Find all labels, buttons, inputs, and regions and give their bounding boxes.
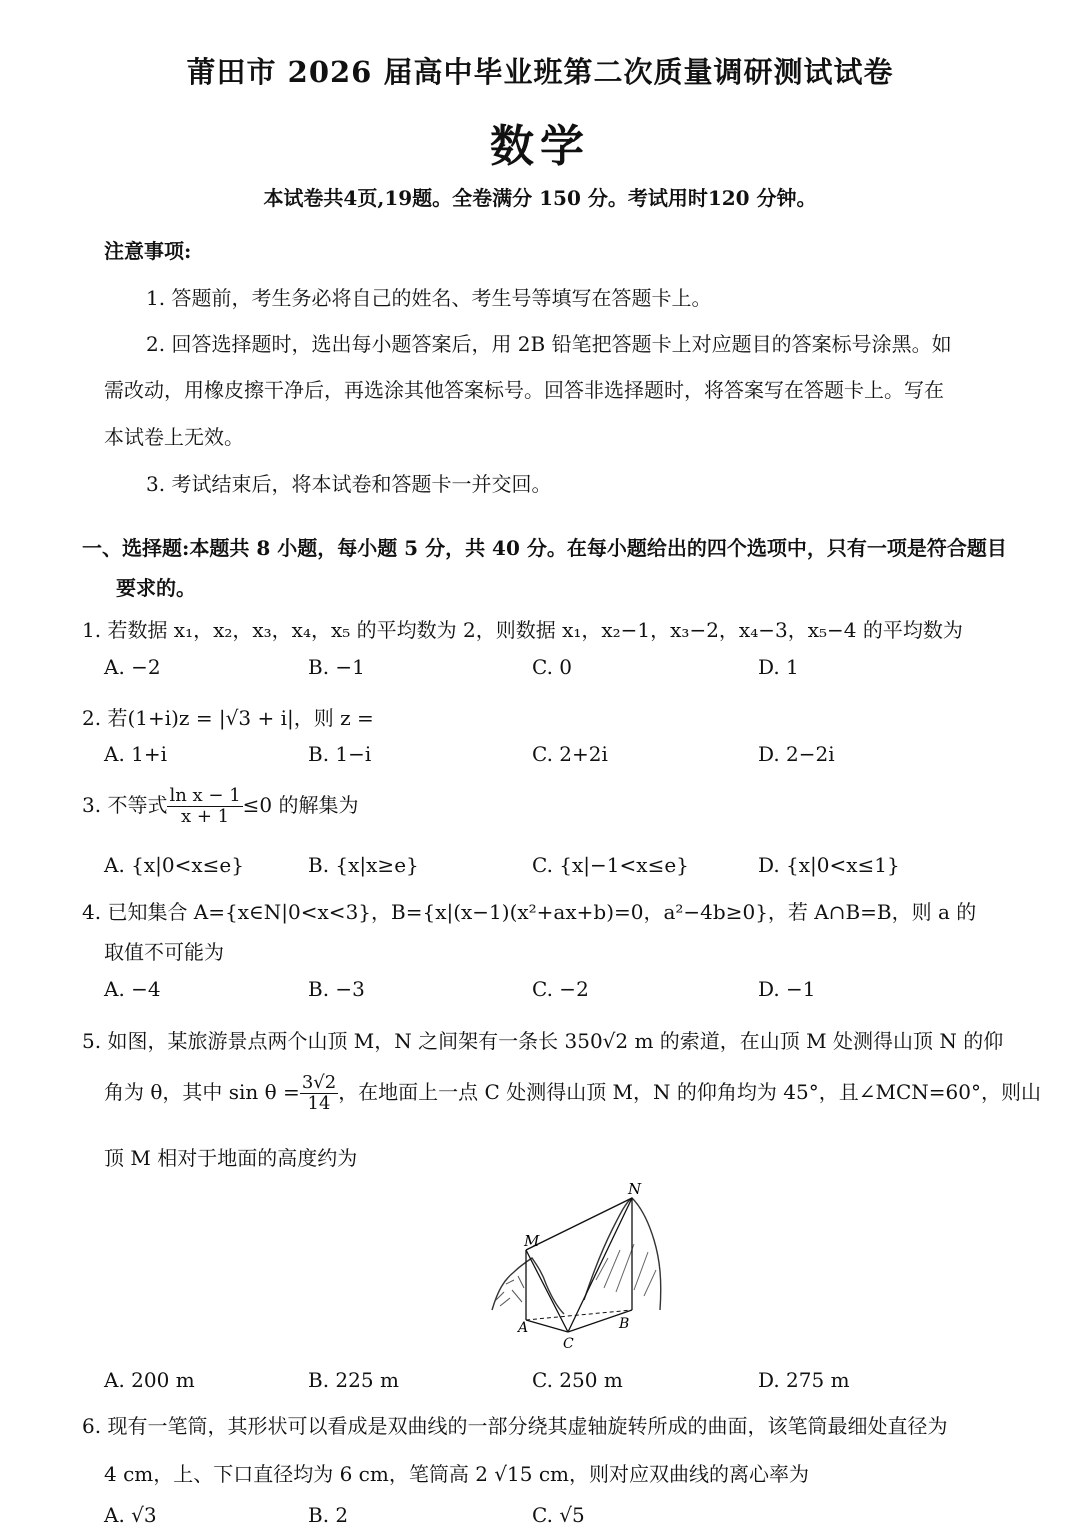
exam-info: 本试卷共4页,19题。全卷满分 150 分。考试用时120 分钟。: [263, 186, 817, 210]
question-3-fraction: [167, 786, 242, 827]
question-3-stem: [82, 786, 359, 827]
question-2-option-b: B. 1−i: [308, 742, 372, 766]
mountain-m-outline: [492, 1258, 564, 1314]
question-3-fraction-denominator: x + 1: [180, 805, 230, 827]
subject-title: 数学: [490, 121, 590, 172]
question-2-option-d: D. 2−2i: [758, 742, 835, 766]
question-5-stem-line-2-post: ，在地面上一点 C 处测得山顶 M，N 的仰角均为 45°，且∠MCN=60°，则山: [338, 1079, 1041, 1104]
question-5-fraction: [300, 1073, 338, 1114]
question-3-option-b: B. {x|x≥e}: [308, 853, 419, 877]
section-heading-line-2: 要求的。: [116, 576, 196, 600]
notice-item-2-line-1: 2. 回答选择题时，选出每小题答案后，用 2B 铅笔把答题卡上对应题目的答案标号涂黑。如: [146, 332, 952, 356]
question-1-option-b: B. −1: [308, 655, 365, 679]
question-6-stem-line-1: 6. 现有一笔筒，其形状可以看成是双曲线的一部分绕其虚轴旋转所成的曲面，该笔筒最细处直径为: [82, 1414, 948, 1438]
question-5-stem-line-2: [104, 1073, 1041, 1114]
notice-item-2-line-2: 需改动，用橡皮擦干净后，再选涂其他答案标号。回答非选择题时，将答案写在答题卡上。写在: [104, 378, 944, 402]
notice-item-2-line-3: 本试卷上无效。: [104, 425, 244, 449]
notice-item-1: 1. 答题前，考生务必将自己的姓名、考生号等填写在答题卡上。: [146, 286, 712, 310]
question-2-option-a: A. 1+i: [104, 742, 168, 766]
label-m: M: [524, 1232, 540, 1250]
label-n: N: [628, 1180, 642, 1198]
question-5-stem-line-3: 顶 M 相对于地面的高度约为: [104, 1146, 358, 1170]
question-5-stem-line-2-pre: 角为 θ，其中 sin θ =: [104, 1079, 300, 1104]
question-4-option-a: A. −4: [104, 977, 161, 1001]
line-mc: [526, 1250, 568, 1332]
question-3-option-c: C. {x|−1<x≤e}: [532, 853, 689, 877]
question-6-option-a: A. √3: [104, 1503, 157, 1527]
mountain-n-outline: [584, 1198, 661, 1310]
question-5-stem-line-1: 5. 如图，某旅游景点两个山顶 M，N 之间架有一条长 350√2 m 的索道，在山顶 M 处测得山顶 N 的仰: [82, 1029, 1004, 1053]
question-3-stem-post: ≤0 的解集为: [242, 792, 359, 817]
question-6-option-c: C. √5: [532, 1503, 585, 1527]
question-5-option-b: B. 225 m: [308, 1368, 399, 1392]
section-heading-line-1: 一、选择题:本题共 8 小题，每小题 5 分，共 40 分。在每小题给出的四个选项中，只有一项是符合题目: [82, 536, 1007, 560]
label-b: B: [619, 1316, 630, 1332]
label-a: A: [518, 1320, 529, 1336]
notice-item-3: 3. 考试结束后，将本试卷和答题卡一并交回。: [146, 472, 552, 496]
question-5-option-d: D. 275 m: [758, 1368, 850, 1392]
question-5-fraction-numerator: 3√2: [301, 1072, 337, 1093]
question-4-option-c: C. −2: [532, 977, 589, 1001]
question-1-option-a: A. −2: [104, 655, 161, 679]
question-3-fraction-numerator: ln x − 1: [169, 785, 241, 806]
question-3-option-a: A. {x|0<x≤e}: [104, 853, 244, 877]
question-4-option-b: B. −3: [308, 977, 365, 1001]
notice-heading: 注意事项:: [104, 239, 192, 263]
question-1-option-d: D. 1: [758, 655, 799, 679]
question-1-option-c: C. 0: [532, 655, 573, 679]
line-nc: [568, 1198, 632, 1332]
cableway-figure: [484, 1180, 674, 1350]
question-4-stem-line-2: 取值不可能为: [104, 940, 224, 964]
question-5-option-c: C. 250 m: [532, 1368, 623, 1392]
question-4-stem-line-1: 4. 已知集合 A={x∈N|0<x<3}，B={x|(x−1)(x²+ax+b)=0，a²−4b≥0}，若 A∩B=B，则 a 的: [82, 900, 977, 924]
question-4-option-d: D. −1: [758, 977, 816, 1001]
line-ac: [526, 1320, 568, 1332]
mountain-n-hatching: [596, 1244, 656, 1296]
question-5-option-a: A. 200 m: [104, 1368, 195, 1392]
question-3-option-d: D. {x|0<x≤1}: [758, 853, 900, 877]
line-mn: [526, 1198, 632, 1250]
question-2-stem: 2. 若(1+i)z = |√3 + i|，则 z =: [82, 706, 374, 730]
question-2-option-c: C. 2+2i: [532, 742, 608, 766]
question-5-fraction-denominator: 14: [307, 1092, 331, 1114]
question-3-stem-pre: 3. 不等式: [82, 792, 168, 817]
label-c: C: [563, 1336, 574, 1350]
question-6-option-b: B. 2: [308, 1503, 349, 1527]
question-6-stem-line-2: 4 cm，上、下口直径均为 6 cm，笔筒高 2 √15 cm，则对应双曲线的离心率为: [104, 1462, 810, 1486]
exam-title: 莆田市 2026 届高中毕业班第二次质量调研测试试卷: [186, 55, 894, 89]
question-1-stem: 1. 若数据 x₁，x₂，x₃，x₄，x₅ 的平均数为 2，则数据 x₁，x₂−1，x₃−2，x₄−3，x₅−4 的平均数为: [82, 618, 963, 642]
mountain-m-hatching: [496, 1276, 524, 1306]
